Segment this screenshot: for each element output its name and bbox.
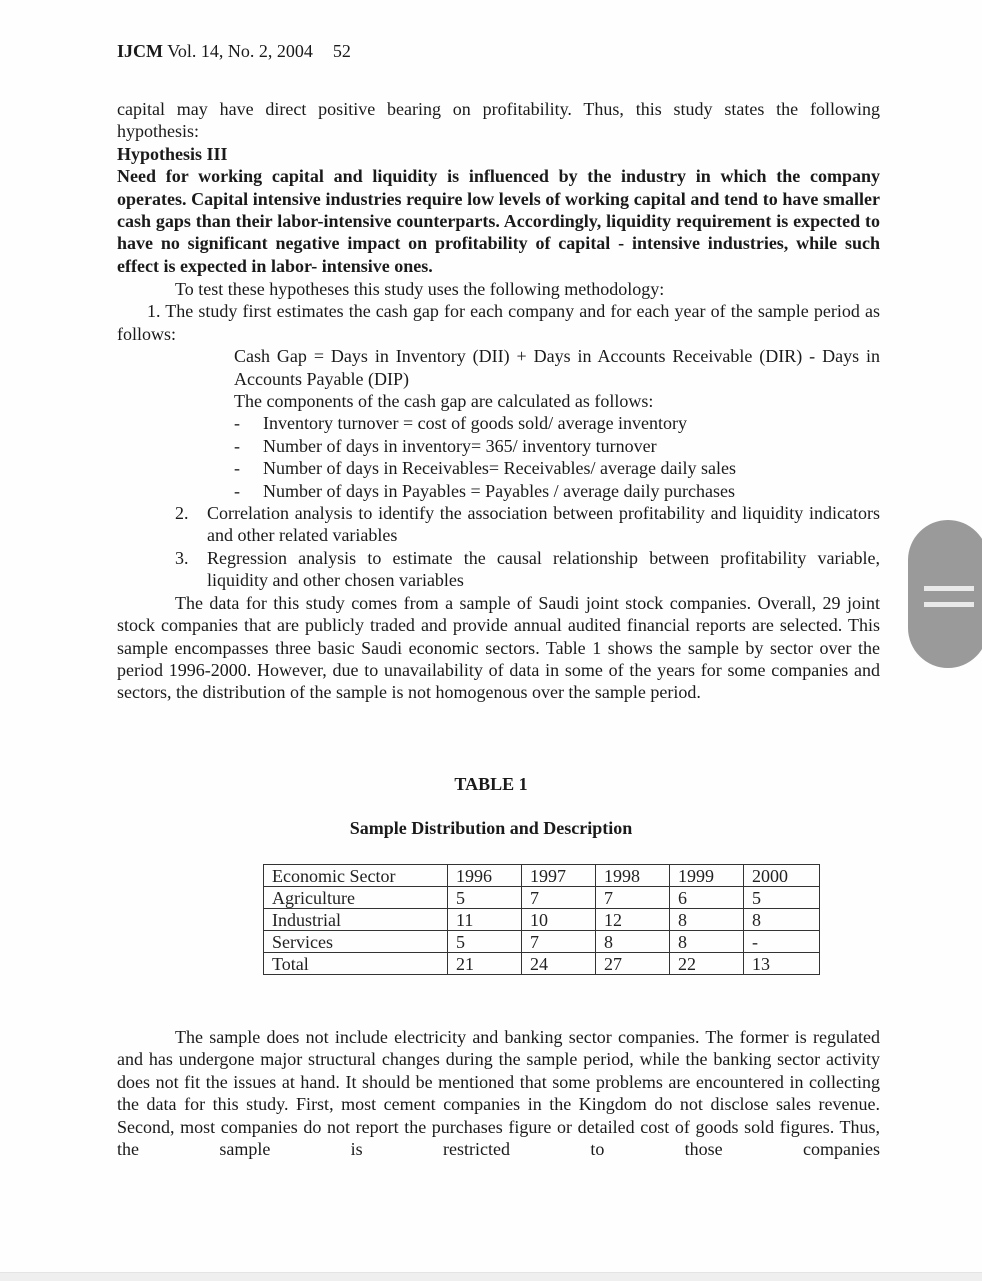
- table-cell: 7: [596, 887, 670, 909]
- table-row: [264, 909, 820, 931]
- table-cell: 8: [670, 909, 744, 931]
- component-item: - Number of days in inventory= 365/ inventory turnover: [234, 435, 657, 456]
- page-number: 52: [332, 41, 351, 61]
- table-cell: Services: [264, 931, 448, 953]
- header-cell: Economic Sector: [264, 865, 448, 887]
- table-cell: 8: [596, 931, 670, 953]
- table-title: Sample Distribution and Description: [349, 818, 633, 838]
- table-cell: 10: [522, 909, 596, 931]
- running-head: [117, 40, 351, 62]
- methodology-section: [117, 278, 880, 704]
- journal-name: IJCM: [117, 41, 163, 61]
- intro-line-1: capital may have direct positive bearing on profitability. Thus, this study states the following: [117, 99, 880, 119]
- table-cell: 27: [596, 953, 670, 975]
- sample-distribution-table: [263, 864, 820, 975]
- table-label: TABLE 1: [454, 774, 528, 794]
- table-cell: -: [744, 931, 820, 953]
- header-cell: 2000: [744, 865, 820, 887]
- closing-section: [117, 1026, 880, 1160]
- table-cell: 7: [522, 931, 596, 953]
- cash-gap-formula: Cash Gap = Days in Inventory (DII) + Days in Accounts Receivable (DIR) - Days in Accounts Payable (DIP): [234, 346, 880, 389]
- table-header-row: [264, 865, 820, 887]
- data-paragraph: The data for this study comes from a sample of Saudi joint stock companies. Overall, 29 joint stock companies that are publicly traded and provide annual audited financial reports are selected. This sample encompasses three basic Saudi economic sectors. Table 1 shows the sample by sector over the period 1996-2000. However, due to unavailability of data in some of the years for some companies and sectors, the distribution of the sample is not homogenous over the sample period.: [117, 592, 880, 703]
- methodology-step-3: 3. Regression analysis to estimate the causal relationship between profitability variable, liquidity and other chosen variables: [175, 547, 880, 591]
- component-item: - Number of days in Payables = Payables / average daily purchases: [234, 480, 736, 501]
- methodology-step-2: 2. Correlation analysis to identify the association between profitability and liquidity indicators and other related variables: [175, 503, 880, 546]
- table-cell: 5: [744, 887, 820, 909]
- header-cell: 1996: [448, 865, 522, 887]
- volume-issue: Vol. 14, No. 2, 2004: [167, 41, 313, 61]
- intro-section: [117, 98, 880, 277]
- table-cell: 5: [448, 887, 522, 909]
- header-cell: 1997: [522, 865, 596, 887]
- table-row: [264, 931, 820, 953]
- table-cell: Agriculture: [264, 887, 448, 909]
- table-cell: Total: [264, 953, 448, 975]
- table-cell: 6: [670, 887, 744, 909]
- table-cell: 12: [596, 909, 670, 931]
- header-cell: 1999: [670, 865, 744, 887]
- header-cell: 1998: [596, 865, 670, 887]
- table-cell: 8: [670, 931, 744, 953]
- table-cell: Industrial: [264, 909, 448, 931]
- table-cell: 5: [448, 931, 522, 953]
- table-cell: 11: [448, 909, 522, 931]
- components-intro: The components of the cash gap are calculated as follows:: [234, 391, 654, 412]
- hypothesis-text: Need for working capital and liquidity is influenced by the industry in which the company operates. Capital intensive industries require low levels of working capital and tend to have smaller cash gaps than their labor-intensive counterparts. Accordingly, liquidity requirement is expected to have no significant negative impact on profitability of capital - intensive industries, while such effect is expected in labor- intensive ones.: [117, 166, 880, 276]
- methodology-intro: To test these hypotheses this study uses the following methodology:: [175, 279, 665, 299]
- hypothesis-heading: Hypothesis III: [117, 143, 228, 164]
- table-cell: 8: [744, 909, 820, 931]
- table-total-row: [264, 953, 820, 975]
- table-cell: 22: [670, 953, 744, 975]
- intro-line-2: hypothesis:: [117, 121, 200, 142]
- table-cell: 21: [448, 953, 522, 975]
- table-cell: 13: [744, 953, 820, 975]
- methodology-step-1: 1. The study first estimates the cash gap for each company and for each year of the sample period as follows:: [117, 301, 880, 344]
- scroll-handle[interactable]: [908, 520, 982, 668]
- component-item: - Number of days in Receivables= Receivables/ average daily sales: [234, 458, 736, 479]
- table-row: [264, 887, 820, 909]
- closing-paragraph: The sample does not include electricity and banking sector companies. The former is regulated and has undergone major structural changes during the sample period, while the banking sector activity does not fit the issues at hand. It should be mentioned that some problems are encountered in collecting the data for this study. First, most cement companies in the Kingdom do not disclose sales revenue. Second, most companies do not report the purchases figure or detailed cost of goods sold figures. Thus, the sample is restricted to those companies: [117, 1027, 880, 1160]
- table-cell: 7: [522, 887, 596, 909]
- component-item: - Inventory turnover = cost of goods sold/ average inventory: [234, 413, 688, 434]
- table-cell: 24: [522, 953, 596, 975]
